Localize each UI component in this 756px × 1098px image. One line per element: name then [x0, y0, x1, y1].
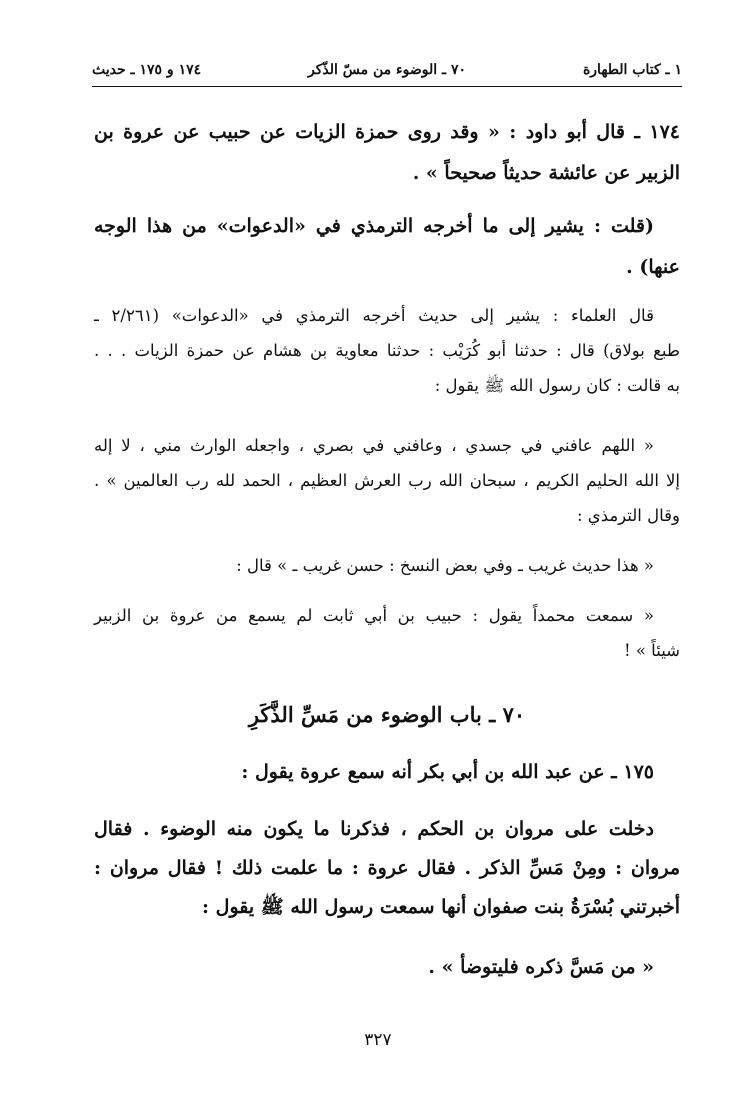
page-number: ٣٢٧ [364, 1030, 392, 1050]
hadith-175-quote-line: « من مَسَّ ذكره فليتوضأ » . [428, 956, 654, 978]
running-header [92, 60, 682, 86]
tirmidhi-grading-line: « هذا حديث غريب ـ وفي بعض النسخ : حسن غريب ـ » قال : [236, 556, 654, 575]
chapter-heading: ٧٠ ـ باب الوضوء من مَسِّ الذَّكَرِ [248, 702, 526, 727]
author-note [94, 206, 680, 288]
supplication-line-3: وقال الترمذي : [576, 506, 680, 525]
header-rule [92, 86, 682, 87]
hadith-174 [94, 112, 680, 194]
scholars-comment-line-1: قال العلماء : يشير إلى حديث أخرجه الترمذي في «الدعوات» (٢/٢٦١ ـ [94, 306, 654, 325]
hadith-175-body-line-1: دخلت على مروان بن الحكم ، فذكرنا ما يكون منه الوضوء . فقال [94, 818, 654, 840]
header-hadith-range: ١٧٤ و ١٧٥ ـ حديث [92, 62, 202, 78]
bukhari-statement [94, 598, 680, 668]
hadith-175-body-line-2: مروان : ومِنْ مَسِّ الذكر . فقال عروة : ما علمت ذلك ! فقال مروان : [94, 857, 680, 879]
author-note-line-1: (قلت : يشير إلى ما أخرجه الترمذي في «الدعوات» من هذا الوجه [94, 215, 654, 237]
bukhari-statement-line-2: شيئاً » ! [623, 641, 680, 660]
hadith-175-body [94, 810, 680, 927]
header-chapter-title: ٧٠ ـ الوضوء من مسّ الذّكر [307, 62, 467, 78]
hadith-175-body-line-3: أخبرتني بُسْرَةُ بنت صفوان أنها سمعت رسول الله ﷺ يقول : [202, 896, 680, 918]
author-note-line-2: عنها) . [626, 256, 680, 278]
hadith-175-intro [94, 752, 680, 793]
supplication-line-2: إلا الله الحليم الكريم ، سبحان الله رب العرش العظيم ، الحمد لله رب العالمين » . [94, 471, 680, 490]
hadith-175-intro-line: ١٧٥ ـ عن عبد الله بن أبي بكر أنه سمع عروة يقول : [241, 761, 654, 783]
header-book-title: ١ ـ كتاب الطهارة [582, 62, 682, 78]
hadith-174-line-1: ١٧٤ ـ قال أبو داود : « وقد روى حمزة الزيات عن حبيب عن عروة بن [94, 121, 680, 143]
supplication-text [94, 428, 680, 533]
tirmidhi-grading [94, 548, 680, 583]
scholars-comment-line-3: به قالت : كان رسول الله ﷺ يقول : [434, 376, 680, 395]
supplication-line-1: « اللهم عافني في جسدي ، وعافني في بصري ، واجعله الوارث مني ، لا إله [94, 436, 654, 455]
bukhari-statement-line-1: « سمعت محمداً يقول : حبيب بن أبي ثابت لم يسمع من عروة بن الزبير [94, 606, 654, 625]
hadith-175-quote [94, 948, 680, 987]
scholars-comment-line-2: طبع بولاق) قال : حدثنا أبو كُرَيْب : حدثنا معاوية بن هشام عن حمزة الزيات . . . [94, 341, 680, 360]
hadith-174-line-2: الزبير عن عائشة حديثاً صحيحاً » . [412, 162, 680, 184]
scholars-comment [94, 298, 680, 403]
